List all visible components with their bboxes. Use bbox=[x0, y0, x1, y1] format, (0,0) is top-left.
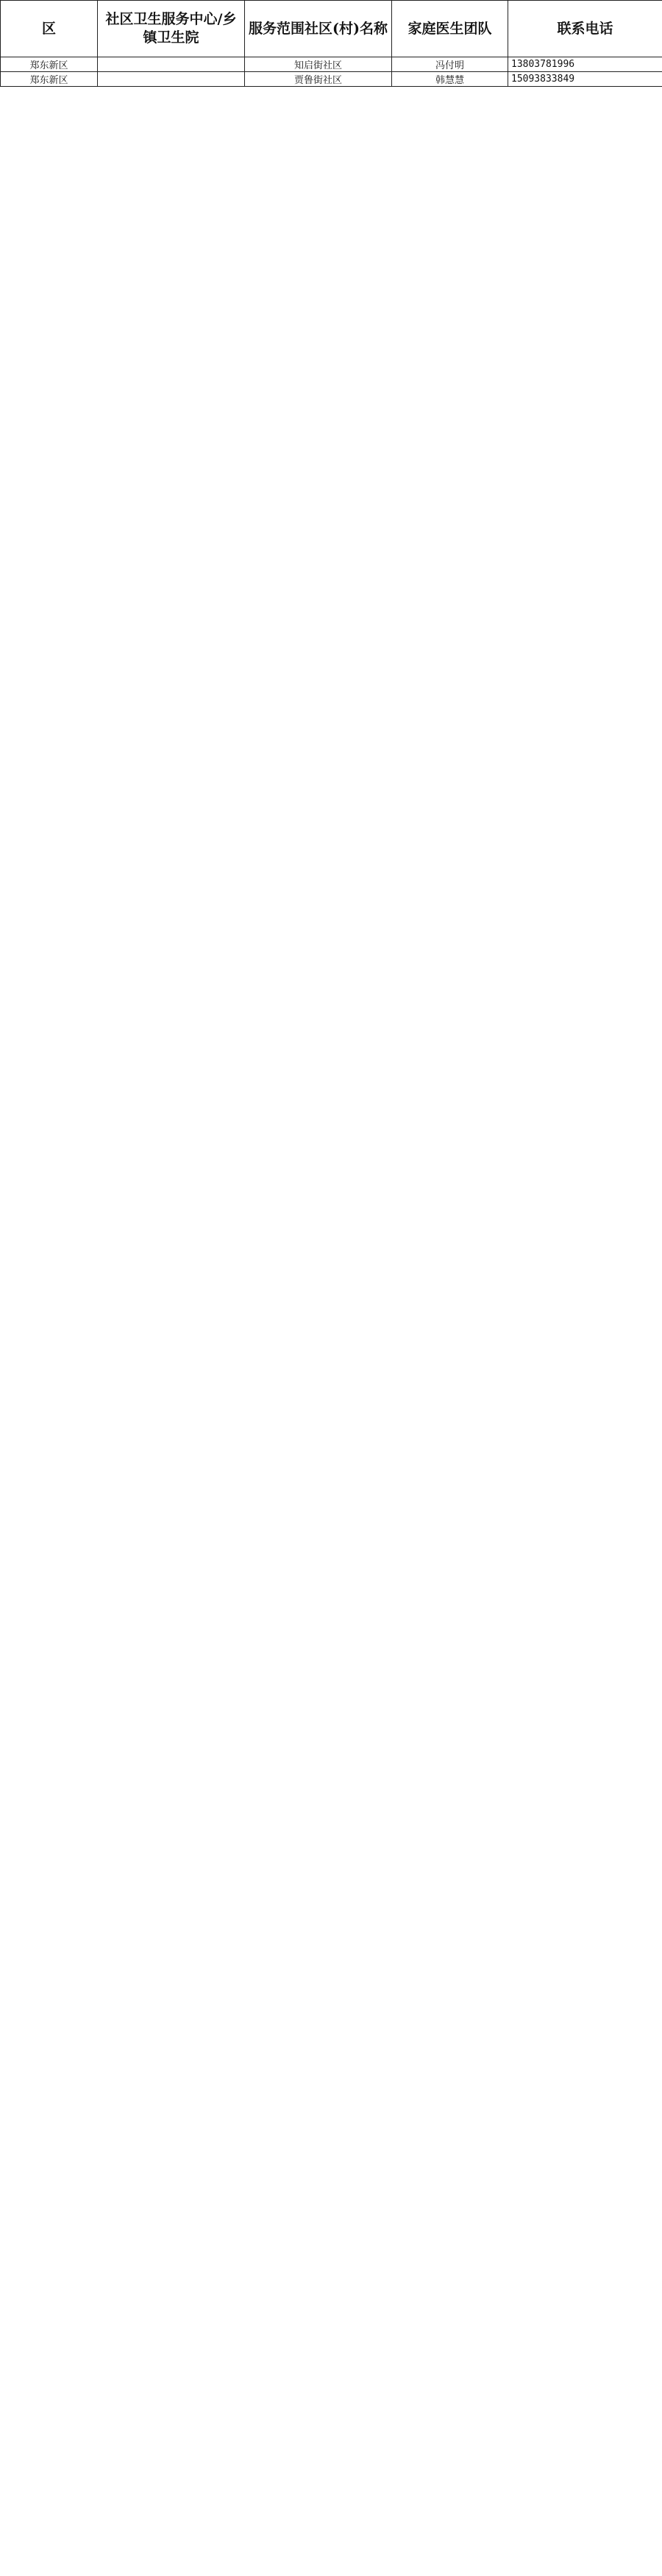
header-district: 区 bbox=[1, 1, 98, 57]
header-scope: 服务范围社区(村)名称 bbox=[245, 1, 392, 57]
cell-phone: 13803781996 bbox=[508, 57, 662, 72]
cell-center bbox=[98, 72, 245, 87]
cell-district: 郑东新区 bbox=[1, 72, 98, 87]
header-center: 社区卫生服务中心/乡镇卫生院 bbox=[98, 1, 245, 57]
table-body bbox=[1, 57, 662, 87]
header-team: 家庭医生团队 bbox=[392, 1, 508, 57]
cell-team: 冯付明 bbox=[392, 57, 508, 72]
table-row bbox=[1, 72, 662, 87]
table-header-row bbox=[1, 1, 662, 57]
cell-scope: 贾鲁街社区 bbox=[245, 72, 392, 87]
cell-scope: 知启街社区 bbox=[245, 57, 392, 72]
header-phone: 联系电话 bbox=[508, 1, 662, 57]
cell-district: 郑东新区 bbox=[1, 57, 98, 72]
table-row bbox=[1, 57, 662, 72]
family-doctor-table bbox=[0, 0, 662, 87]
cell-team: 韩慧慧 bbox=[392, 72, 508, 87]
cell-phone: 15093833849 bbox=[508, 72, 662, 87]
cell-center bbox=[98, 57, 245, 72]
